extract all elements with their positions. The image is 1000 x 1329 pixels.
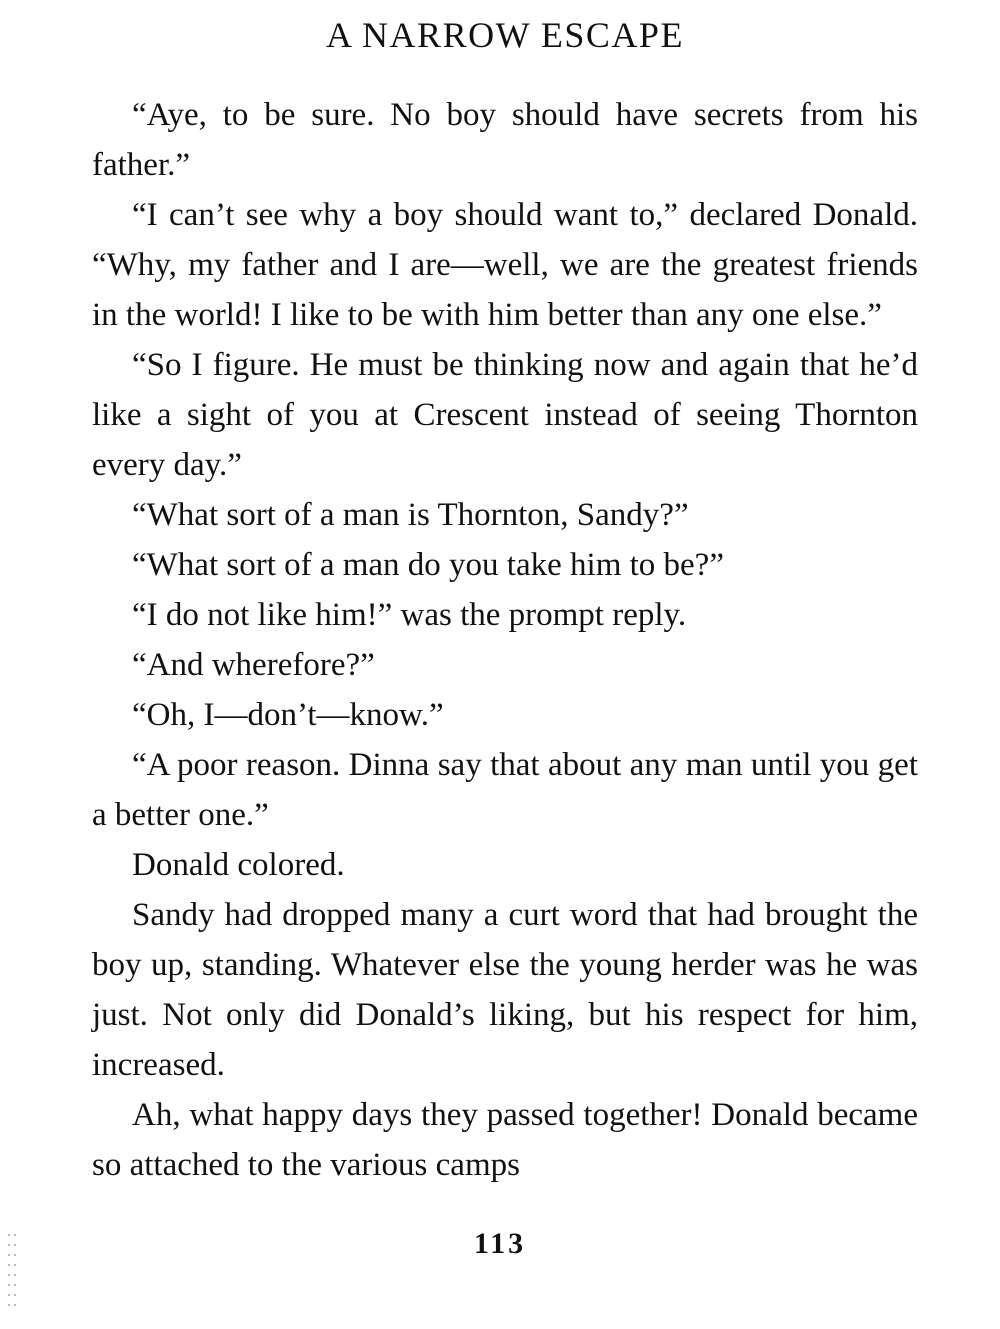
paragraph-1: “Aye, to be sure. No boy should have secrets from his father.” [92, 97, 918, 183]
paragraph-3: “So I figure. He must be thinking now and again that he’d like a sight of you at Crescent instead of seeing Thornton every day.” [92, 347, 918, 483]
paragraph-9: “A poor reason. Dinna say that about any man until you get a better one.” [92, 747, 918, 833]
scan-margin-specks [6, 1230, 16, 1310]
paragraph-5: “What sort of a man do you take him to be?” [132, 547, 724, 583]
page-number: 113 [473, 1227, 527, 1260]
paragraph-8: “Oh, I—don’t—know.” [132, 697, 444, 733]
paragraph-2: “I can’t see why a boy should want to,” declared Donald. “Why, my father and I are—well, we are the greatest friends in the world! I like to be with him better than any one else.” [92, 197, 918, 333]
paragraph-6: “I do not like him!” was the prompt reply. [132, 597, 687, 633]
paragraph-11: Sandy had dropped many a curt word that had brought the boy up, standing. Whatever else the young herder was he was just. Not only did Donald’s liking, but his respect for him, increased. [92, 897, 918, 1083]
paragraph-4: “What sort of a man is Thornton, Sandy?” [132, 497, 689, 533]
paragraph-7: “And wherefore?” [132, 647, 375, 683]
paragraph-10: Donald colored. [132, 847, 345, 883]
book-page [92, 12, 918, 1190]
running-title: A NARROW ESCAPE [326, 15, 684, 55]
paragraph-12: Ah, what happy days they passed together! Donald became so attached to the various camps [92, 1097, 918, 1183]
